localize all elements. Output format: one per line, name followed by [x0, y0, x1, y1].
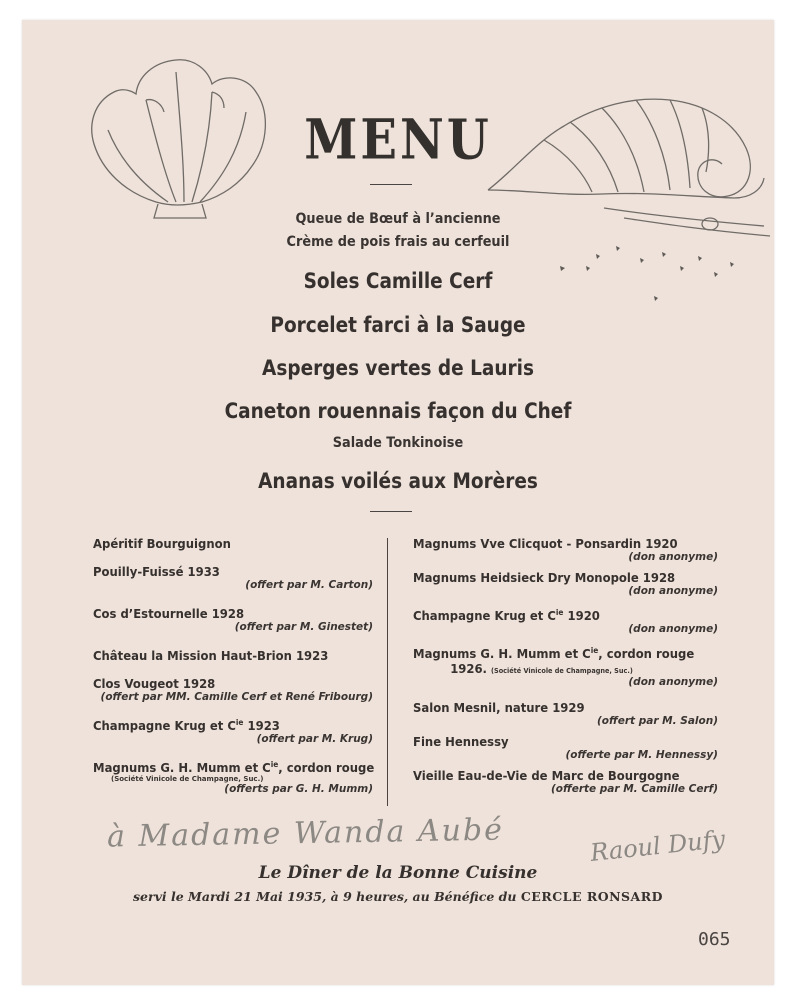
course-salad: Salade Tonkinoise: [332, 435, 464, 451]
menu-card: [22, 20, 774, 985]
course-asparagus: Asperges vertes de Lauris: [262, 356, 534, 380]
wine-column-divider: [387, 538, 388, 806]
menu-divider: [370, 511, 412, 512]
wine-list-right: [413, 536, 718, 802]
course-dessert: Ananas voilés aux Morères: [258, 469, 538, 493]
wine-item: Apéritif Bourguignon: [93, 536, 231, 551]
menu-title: MENU: [304, 107, 492, 173]
wine-item: Pouilly-Fuissé 1933 (offert par M. Carton): [93, 564, 373, 591]
handwritten-signature: Raoul Dufy: [588, 825, 727, 867]
wine-item: Fine Hennessy (offerte par M. Hennessy): [413, 734, 718, 761]
wine-item: Magnums Heidsieck Dry Monopole 1928 (don anonyme): [413, 570, 718, 597]
wine-item: Salon Mesnil, nature 1929 (offert par M. Salon): [413, 700, 718, 727]
wine-item: Champagne Krug et $C^{ie}$ 1920 (don anonyme): [413, 608, 718, 636]
wine-item: Magnums G. H. Mumm et $C^{ie}$, cordon rouge 1926. (Société Vinicole de Champagne, Suc.) (don anonyme): [413, 646, 718, 689]
course-duck: Caneton rouennais façon du Chef: [224, 399, 572, 423]
handwritten-dedication: à Madame Wanda Aubé: [106, 812, 505, 855]
wine-list-left: [93, 536, 373, 810]
wine-item: Cos d’Estournelle 1928 (offert par M. Ginestet): [93, 606, 373, 633]
course-soup-1: Queue de Bœuf à l’ancienne: [295, 211, 501, 227]
wine-item: Champagne Krug et $C^{ie}$ 1923 (offert par M. Krug): [93, 718, 373, 746]
wine-item: Vieille Eau-de-Vie de Marc de Bourgogne (offerte par M. Camille Cerf): [413, 768, 718, 795]
wine-item: Château la Mission Haut-Brion 1923: [93, 648, 329, 663]
wine-item: Clos Vougeot 1928 (offert par MM. Camille Cerf et René Fribourg): [93, 676, 373, 703]
course-fish: Soles Camille Cerf: [303, 269, 493, 293]
menu-number: 065: [698, 929, 731, 950]
title-divider: [370, 184, 412, 185]
dinner-title: Le Dîner de la Bonne Cuisine: [258, 863, 538, 883]
wine-item: Magnums Vve Clicquot - Ponsardin 1920 (don anonyme): [413, 536, 718, 563]
course-soup-2: Crème de pois frais au cerfeuil: [286, 234, 510, 250]
wine-item: Magnums G. H. Mumm et $C^{ie}$, cordon rouge (Société Vinicole de Champagne, Suc.) (offerts par G. H. Mumm): [93, 760, 375, 796]
course-pork: Porcelet farci à la Sauge: [270, 313, 526, 337]
dinner-details: servi le Mardi 21 Mai 1935, à 9 heures, au Bénéfice du CERCLE RONSARD: [133, 889, 663, 904]
